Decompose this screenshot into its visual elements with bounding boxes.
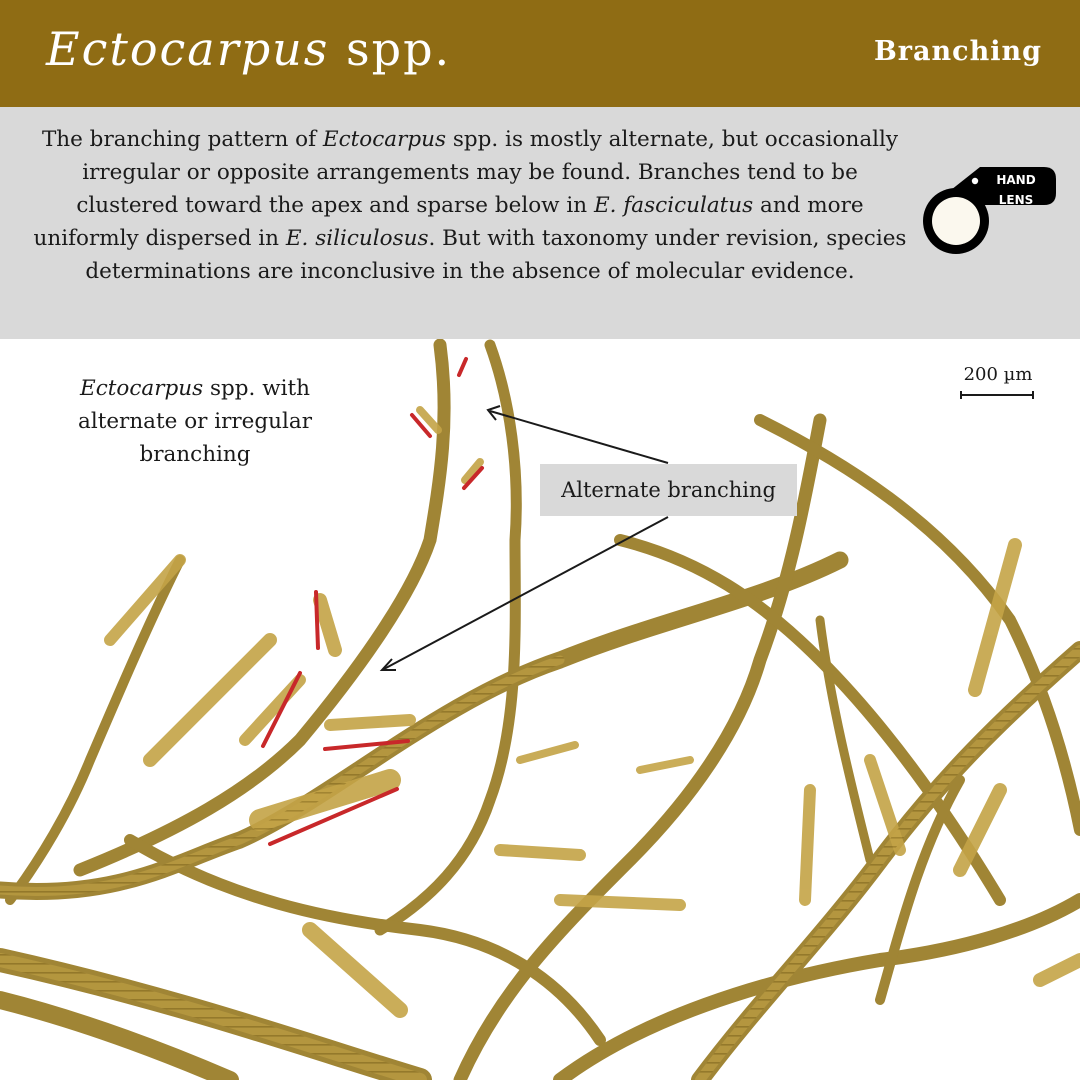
caption-genus: Ectocarpus	[80, 376, 204, 401]
alternate-branching-callout: Alternate branching	[540, 464, 797, 516]
desc-part-2: spp. is mostly alternate, but occasionally irregular or opposite arrangements may be found. Branches tend to be clustered toward the apex and sparse below in	[76, 127, 899, 218]
image-caption	[40, 372, 350, 471]
page-title	[46, 22, 451, 76]
header-bar	[0, 0, 1080, 107]
desc-genus: Ectocarpus	[322, 127, 446, 152]
hand-lens-line-1: HAND	[996, 173, 1036, 187]
desc-part-1: The branching pattern of	[41, 127, 323, 152]
branch-marker	[316, 592, 318, 648]
scale-bar-label: 200 µm	[963, 364, 1033, 385]
hand-lens-label	[980, 170, 1052, 210]
desc-species-fasciculatus: E. fasciculatus	[593, 193, 754, 218]
desc-part-4: . But with taxonomy under revision, species determinations are inconclusive in the absence of molecular evidence.	[85, 226, 907, 284]
description-text	[30, 123, 910, 288]
desc-species-siliculosus: E. siliculosus	[285, 226, 429, 251]
desc-part-3: and more uniformly dispersed in	[33, 193, 864, 251]
branch-marker	[459, 359, 466, 375]
hand-lens-line-2: LENS	[998, 193, 1034, 207]
title-genus: Ectocarpus	[46, 22, 330, 76]
description-panel	[0, 107, 1080, 339]
caption-text: spp. with alternate or irregular branching	[78, 376, 312, 467]
hand-lens-badge	[922, 165, 1058, 257]
title-species: spp.	[346, 22, 452, 76]
scale-bar	[955, 364, 1041, 385]
scale-bar-line	[960, 394, 1034, 396]
topic-label: Branching	[873, 36, 1042, 67]
